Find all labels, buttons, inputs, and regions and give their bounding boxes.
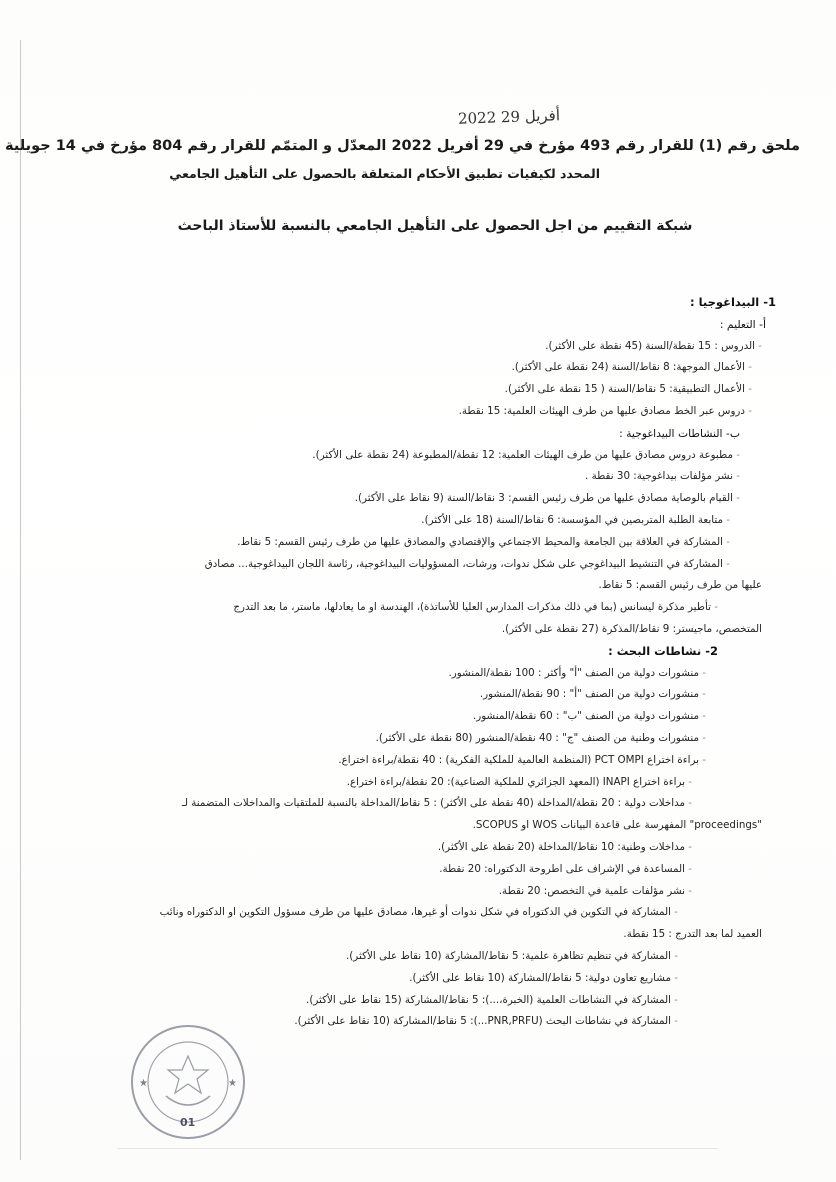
list-item: - براءة اختراع PCT OMPI (المنظمة العالمية للملكية الفكرية) : 40 نقطة/براءة اختراع.	[56, 750, 776, 772]
list-item: - نشر مؤلفات بيداغوجية: 30 نقطة .	[56, 466, 776, 488]
list-item: - منشورات وطنية من الصنف "ج" : 40 نقطة/المنشور (80 نقطة على الأكثر).	[56, 728, 776, 750]
document-body	[56, 292, 776, 1033]
page-edge-line	[20, 40, 21, 1160]
seal-number: 01	[180, 1116, 196, 1129]
bottom-faint-line	[118, 1148, 718, 1149]
list-item-continuation: المتخصص، ماجيستر: 9 نقاط/المذكرة (27 نقطة على الأكثر).	[501, 622, 762, 635]
list-item: - دروس عبر الخط مصادق عليها من طرف الهيئات العلمية: 15 نقطة.	[56, 401, 776, 423]
svg-text:★: ★	[139, 1078, 148, 1089]
annex-header-line1: ملحق رقم (1) للقرار رقم 493 مؤرخ في 29 أفريل 2022 المعدّل و المتمّم للقرار رقم 804 مؤرخ في 14 جويلية	[5, 138, 800, 154]
list-item: - براءة اختراع INAPI (المعهد الجزائري للملكية الصناعية): 20 نقطة/براءة اختراع.	[56, 772, 776, 794]
svg-text:★: ★	[228, 1078, 237, 1089]
list-item: - المشاركة في نشاطات البحث (PNR,PRFU...): 5 نقاط/المشاركة (10 نقاط على الأكثر).	[56, 1011, 776, 1033]
list-item-continuation: العميد لما بعد التدرج : 15 نقطة.	[623, 928, 762, 941]
list-item-continuation: "proceedings" المفهرسة على قاعدة البيانات WOS او SCOPUS.	[472, 819, 762, 832]
list-item: - المشاركة في العلاقة بين الجامعة والمحيط الاجتماعي والإقتصادي والمصادق عليها من طرف رئيس القسم: 5 نقاط.	[56, 532, 776, 554]
list-item: - منشورات دولية من الصنف "أ" وأكثر : 100 نقطة/المنشور.	[56, 663, 776, 685]
list-item: - نشر مؤلفات علمية في التخصص: 20 نقطة.	[56, 881, 776, 903]
list-item: - الأعمال التطبيقية: 5 نقاط/السنة ( 15 نقطة على الأكثر).	[56, 379, 776, 401]
list-item: - منشورات دولية من الصنف "أ" : 90 نقطة/المنشور.	[56, 684, 776, 706]
list-item: - تأطير مذكرة ليسانس (بما في ذلك مذكرات المدارس العليا للأساتذة)، الهندسة او ما يعادلها، ماستر، ما بعد التدرج	[56, 597, 776, 619]
section2-heading: 2- نشاطات البحث :	[608, 643, 718, 658]
list-item: - القيام بالوصاية مصادق عليها من طرف رئيس القسم: 3 نقاط/السنة (9 نقاط على الأكثر).	[56, 488, 776, 510]
list-item: - المشاركة في تنظيم تظاهرة علمية: 5 نقاط/المشاركة (10 نقاط على الأكثر).	[56, 946, 776, 968]
list-item: - مطبوعة دروس مصادق عليها من طرف الهيئات العلمية: 12 نقطة/المطبوعة (24 نقطة على الأكثر).	[56, 445, 776, 467]
document-title: شبكة التقييم من اجل الحصول على التأهيل الجامعي بالنسبة للأستاذ الباحث	[177, 218, 693, 234]
list-item: - مداخلات وطنية: 10 نقاط/المداخلة (20 نقطة على الأكثر).	[56, 837, 776, 859]
list-item: - مداخلات دولية : 20 نقطة/المداخلة (40 نقطة على الأكثر) : 5 نقاط/المداخلة بالنسبة للملتقيات والمداخلات المتضمنة لـ	[56, 793, 776, 815]
list-item: - متابعة الطلبة المتربصين في المؤسسة: 6 نقاط/السنة (18 على الأكثر).	[56, 510, 776, 532]
annex-header-line2: المحدد لكيفيات تطبيق الأحكام المتعلقة بالحصول على التأهيل الجامعي	[169, 166, 600, 181]
list-item: - المشاركة في النشاطات العلمية (الخبرة،...): 5 نقاط/المشاركة (15 نقاط على الأكثر).	[56, 990, 776, 1012]
list-item: - الأعمال الموجهة: 8 نقاط/السنة (24 نقطة على الأكثر).	[56, 357, 776, 379]
list-item-continuation: عليها من طرف رئيس القسم: 5 نقاط.	[598, 579, 762, 592]
list-item: - منشورات دولية من الصنف "ب" : 60 نقطة/المنشور.	[56, 706, 776, 728]
official-seal-stamp	[128, 1022, 248, 1142]
list-item: - المشاركة في التنشيط البيداغوجي على شكل ندوات، ورشات، المسؤوليات البيداغوجية، رئاسة اللجان البيداغوجية... مصادق	[56, 554, 776, 576]
section1-sub-a-heading: أ- التعليم :	[719, 317, 766, 331]
section1-heading: 1- البيداغوجيا :	[690, 295, 776, 309]
handwritten-date: 2022 أفريل 29	[457, 106, 561, 128]
list-item: - المساعدة في الإشراف على اطروحة الدكتوراه: 20 نقطة.	[56, 859, 776, 881]
list-item: - مشاريع تعاون دولية: 5 نقاط/المشاركة (10 نقاط على الأكثر).	[56, 968, 776, 990]
list-item: - الدروس : 15 نقطة/السنة (45 نقطة على الأكثر).	[56, 336, 776, 358]
list-item: - المشاركة في التكوين في الدكتوراه في شكل ندوات أو غيرها، مصادق عليها من طرف مسؤول التكوين او الدكتوراه ونائب	[56, 902, 776, 924]
section1-sub-b-heading: ب- النشاطات البيداغوجية :	[619, 426, 740, 440]
